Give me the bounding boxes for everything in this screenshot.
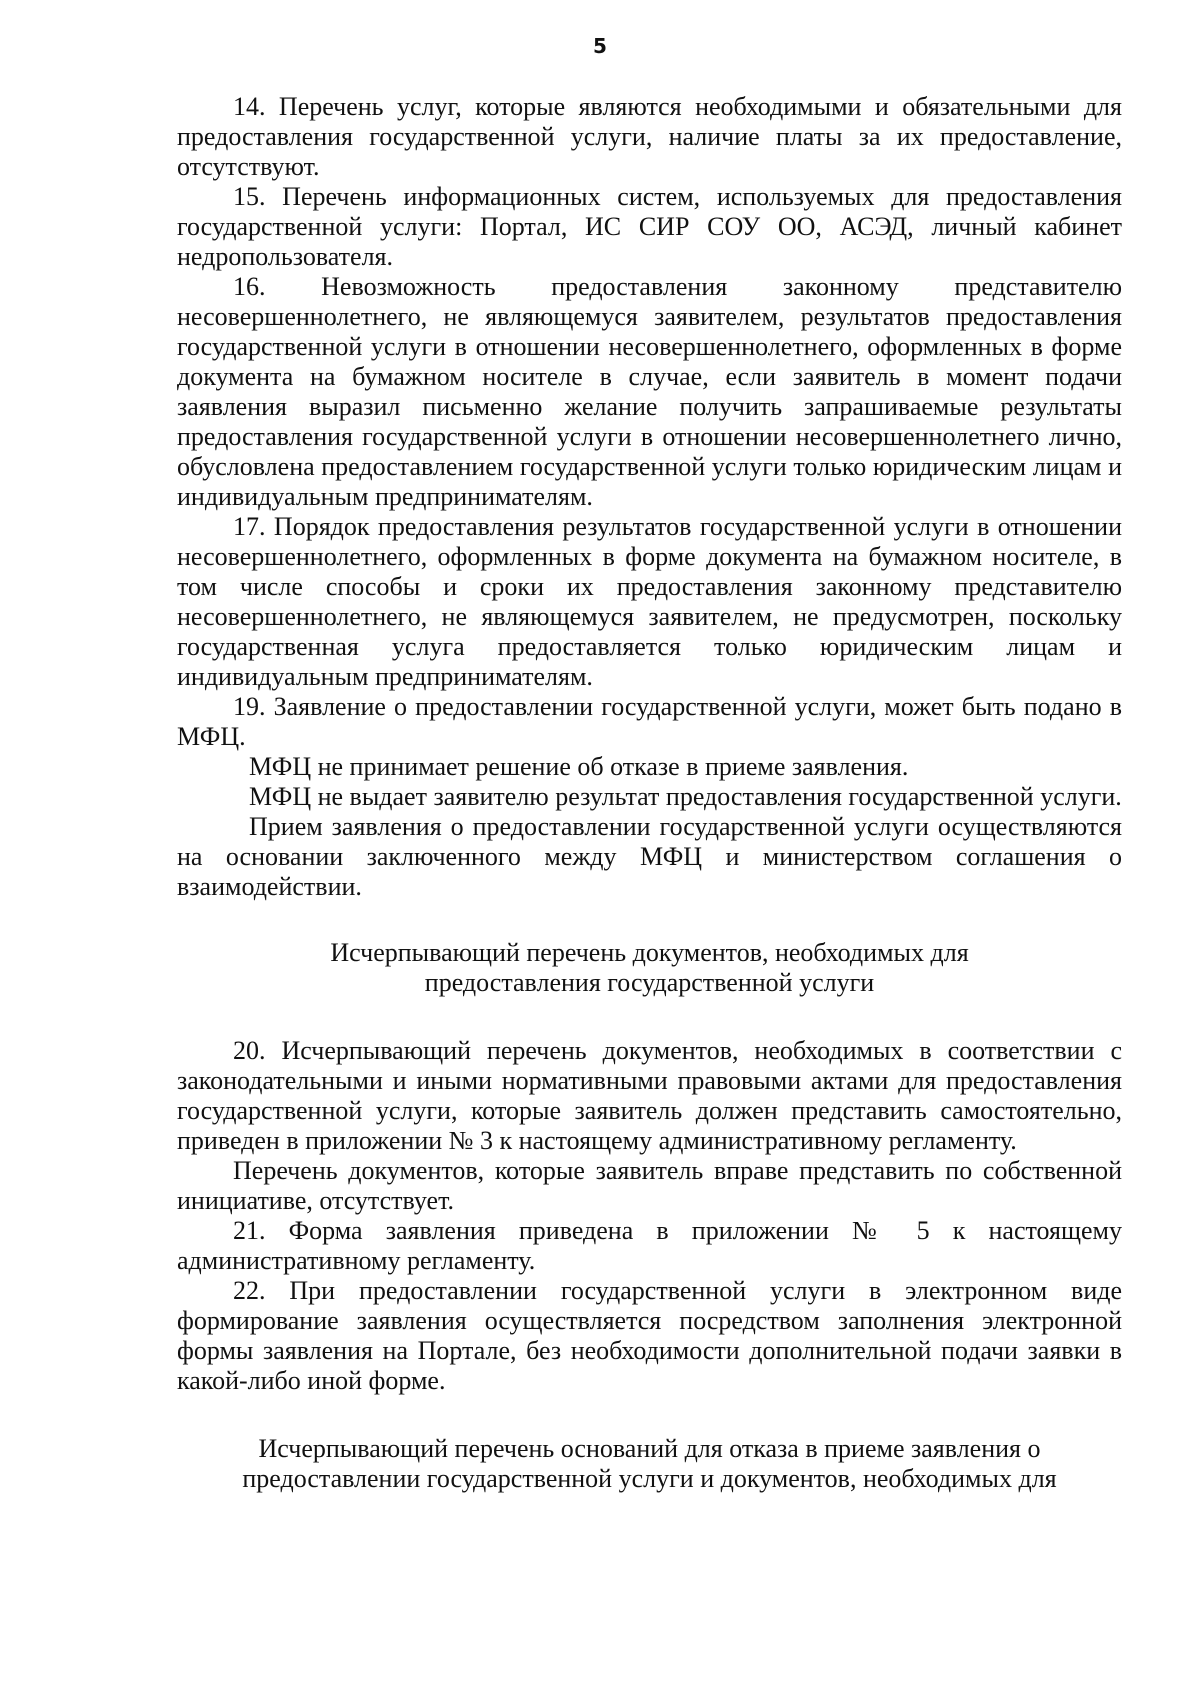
paragraph-15: 15. Перечень информационных систем, используемых для предоставления государственной услуги: Портал, ИС СИР СОУ ОО, АСЭД, личный кабинет недропользователя. xyxy=(177,182,1122,271)
paragraph-19: 19. Заявление о предоставлении государственной услуги, может быть подано в МФЦ. xyxy=(177,692,1122,751)
paragraph-21: 21. Форма заявления приведена в приложении № 5 к настоящему административному регламенту. xyxy=(177,1216,1122,1275)
paragraph-reception-agreement: Прием заявления о предоставлении государственной услуги осуществляются на основании заключенного между МФЦ и министерством соглашения о взаимодействии. xyxy=(177,812,1122,901)
spacer xyxy=(177,902,1122,938)
paragraph-20: 20. Исчерпывающий перечень документов, необходимых в соответствии с законодательными и иными нормативными правовыми актами для предоставления государственной услуги, которые заявитель должен представить самостоятельно, приведен в приложении № 3 к настоящему административному регламенту. xyxy=(177,1036,1122,1155)
page-number: 5 xyxy=(593,34,607,58)
paragraph-mfc-no-refusal: МФЦ не принимает решение об отказе в приеме заявления. xyxy=(249,752,909,781)
section-heading-refusal-line1: Исчерпывающий перечень оснований для отказа в приеме заявления о xyxy=(258,1434,1041,1463)
section-heading-documents-line1: Исчерпывающий перечень документов, необходимых для xyxy=(330,938,969,967)
spacer xyxy=(177,998,1122,1036)
document-body xyxy=(177,92,1122,1494)
paragraph-mfc-no-result: МФЦ не выдает заявителю результат предоставления государственной услуги. xyxy=(249,782,1122,811)
paragraph-16: 16. Невозможность предоставления законному представителю несовершеннолетнего, не являющемуся заявителем, результатов предоставления государственной услуги в отношении несовершеннолетнего, оформленных в форме документа на бумажном носителе в случае, если заявитель в момент подачи заявления выразил письменно желание получить запрашиваемые результаты предоставления государственной услуги в отношении несовершеннолетнего лично, обусловлена предоставлением государственной услуги только юридическим лицам и индивидуальным предпринимателям. xyxy=(177,272,1122,511)
section-heading-refusal-line2: предоставлении государственной услуги и документов, необходимых для xyxy=(242,1464,1057,1493)
spacer xyxy=(177,1396,1122,1434)
paragraph-own-initiative: Перечень документов, которые заявитель вправе представить по собственной инициативе, отсутствует. xyxy=(177,1156,1122,1215)
paragraph-22: 22. При предоставлении государственной услуги в электронном виде формирование заявления осуществляется посредством заполнения электронной формы заявления на Портале, без необходимости дополнительной подачи заявки в какой-либо иной форме. xyxy=(177,1276,1122,1395)
paragraph-17: 17. Порядок предоставления результатов государственной услуги в отношении несовершеннолетнего, оформленных в форме документа на бумажном носителе, в том числе способы и сроки их предоставления законному представителю несовершеннолетнего, не являющемуся заявителем, не предусмотрен, поскольку государственная услуга предоставляется только юридическим лицам и индивидуальным предпринимателям. xyxy=(177,512,1122,691)
section-heading-documents-line2: предоставления государственной услуги xyxy=(424,968,875,997)
paragraph-14: 14. Перечень услуг, которые являются необходимыми и обязательными для предоставления государственной услуги, наличие платы за их предоставление, отсутствуют. xyxy=(177,92,1122,181)
